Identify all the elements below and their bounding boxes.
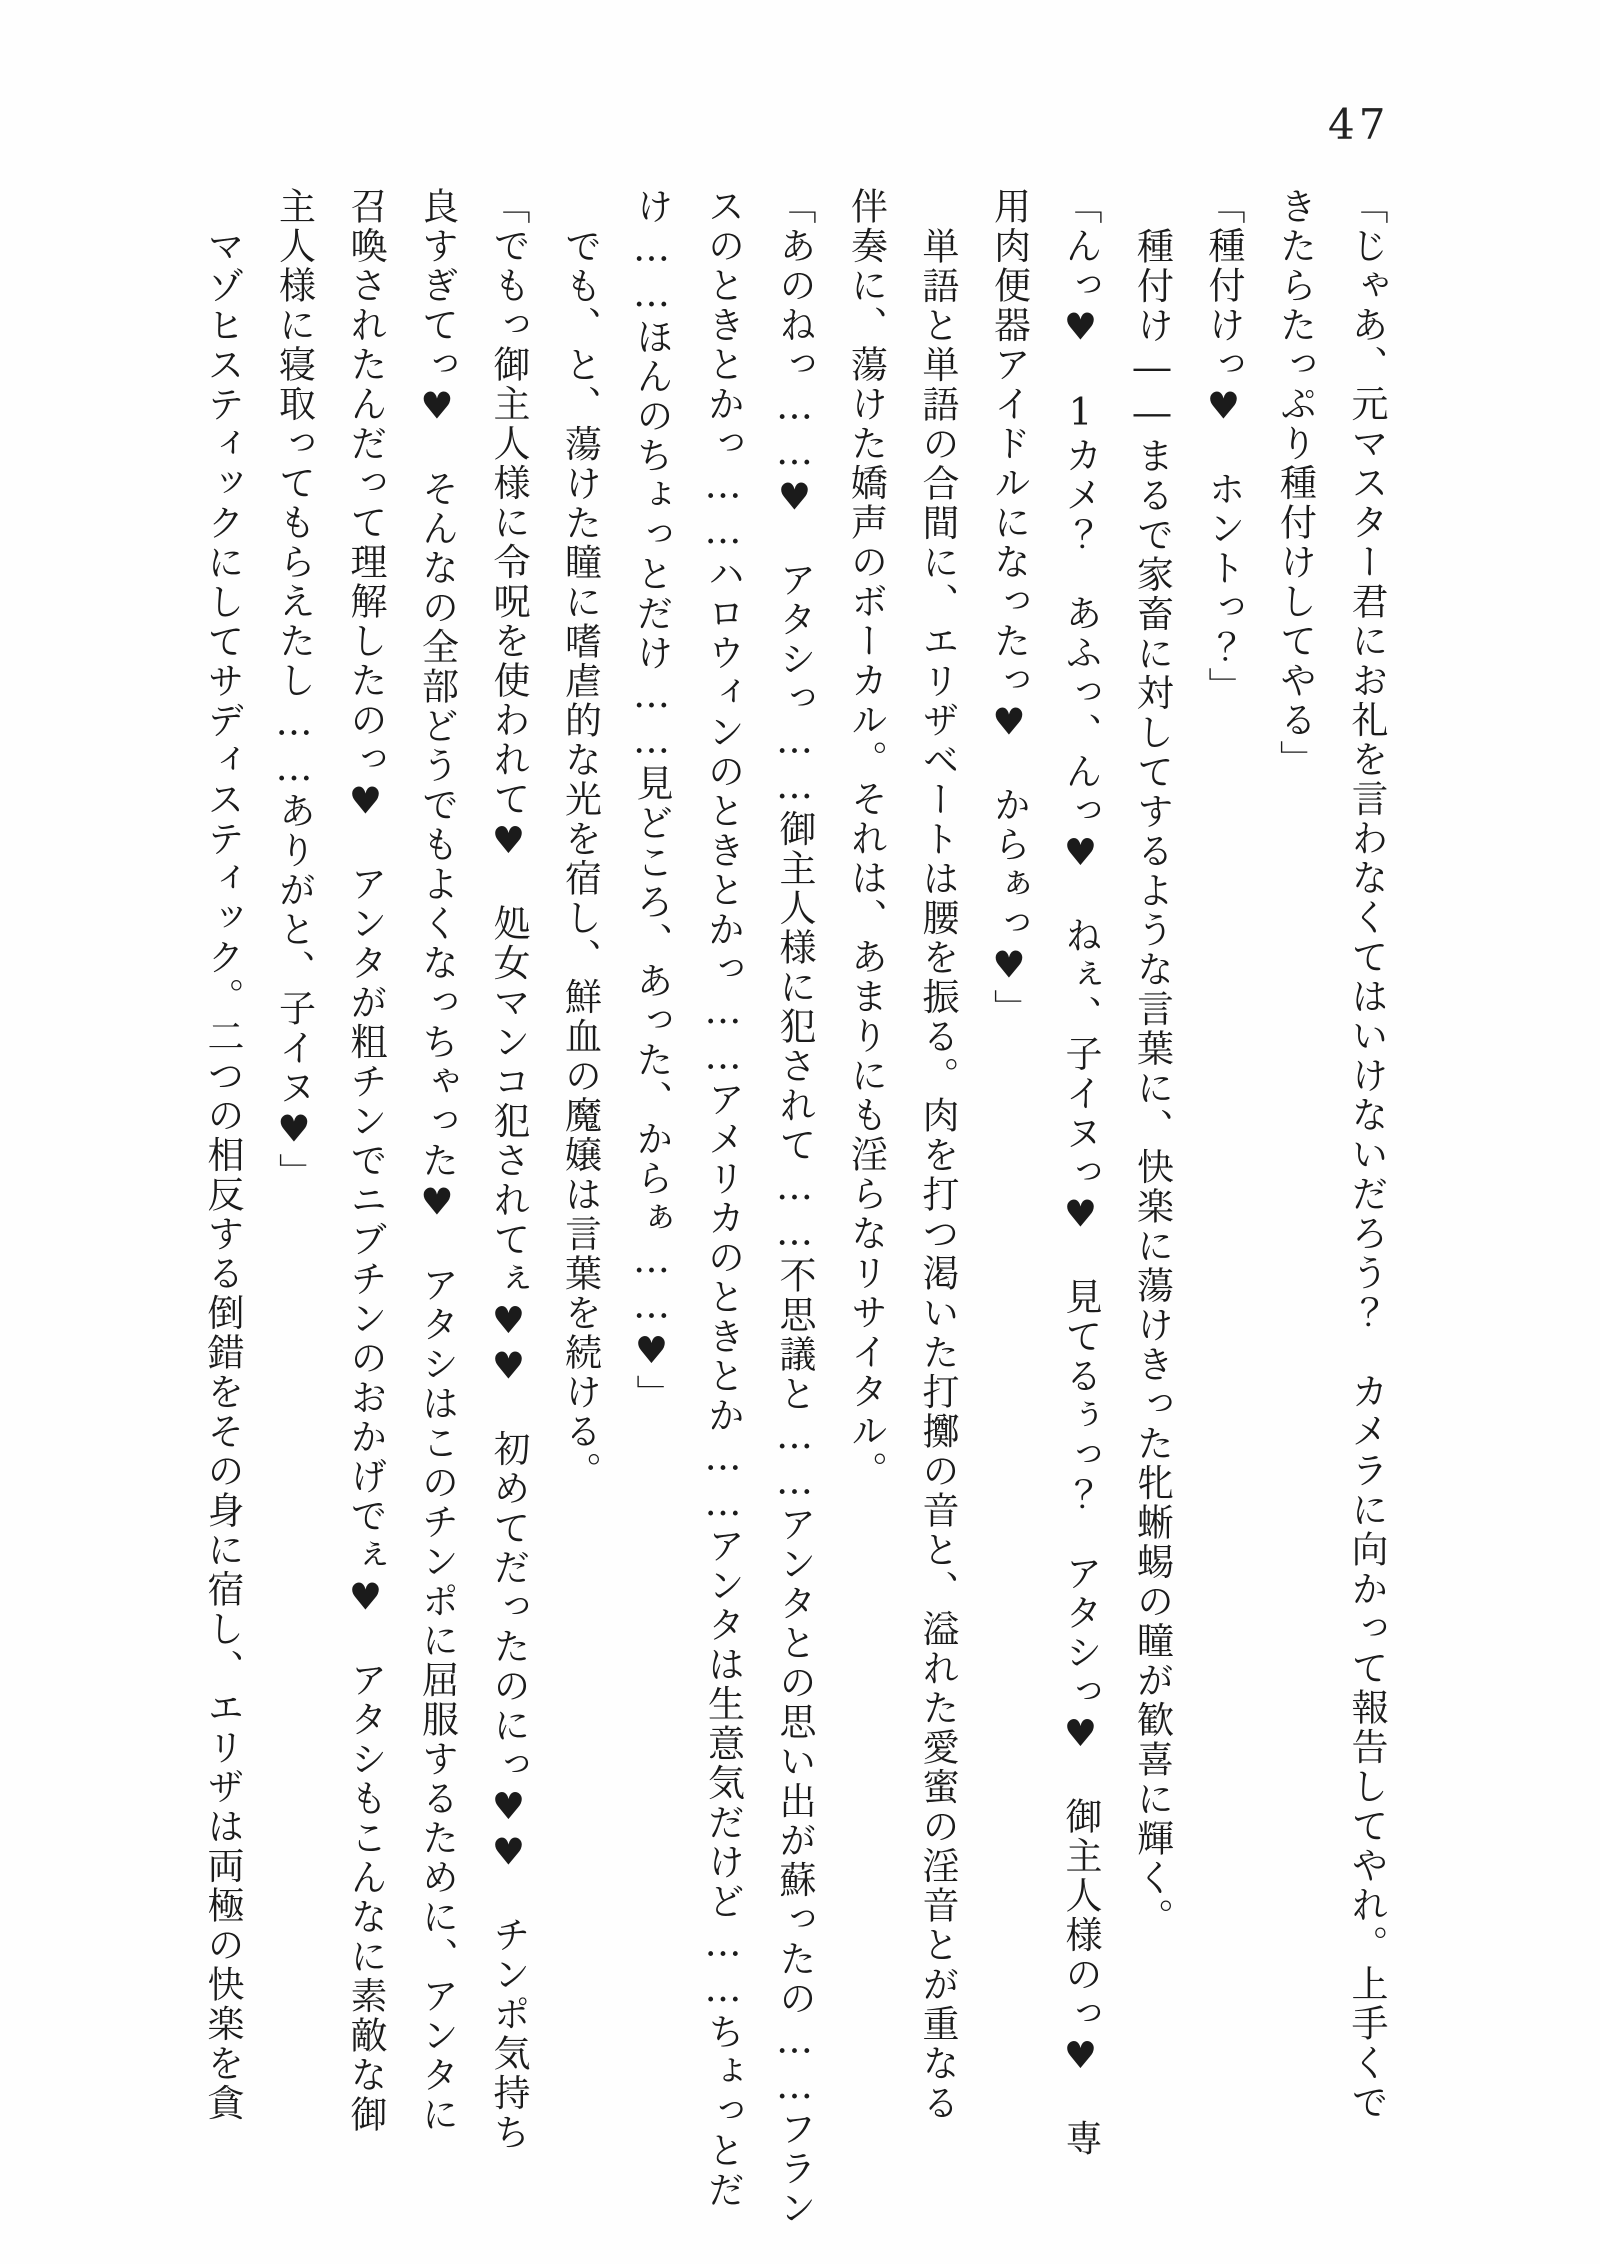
text-column: スのときとかっ……ハロウィンのときとかっ……アメリカのときとか……アンタは生意気だけど……ちょっとだ: [701, 187, 745, 2210]
text-column: 種付け――まるで家畜に対してするような言葉に、快楽に蕩けきった牝蜥蜴の瞳が歓喜に輝く。: [1130, 226, 1174, 1937]
text-column: 「あのねっ……♥ アタシっ……御主人様に犯されて……不思議と……アンタとの思い出が蘇ったの……フラン: [773, 187, 816, 2228]
text-column: 用肉便器アイドルになったっ♥ からぁっ♥」: [987, 187, 1031, 1029]
text-column: 召喚されたんだって理解したのっ♥ アンタが粗チンでニブチンのおかげでぇ♥ アタシもこんなに素敵な御: [344, 187, 387, 2135]
text-column: 「種付けっ♥ ホントっ？」: [1202, 187, 1245, 707]
text-column: 良すぎてっ♥ そんなの全部どうでもよくなっちゃった♥ アタシはこのチンポに屈服するために、アンタに: [415, 187, 459, 2135]
text-column: け……ほんのちょっとだけ……見どころ、あった、からぁ……♥」: [630, 187, 673, 1414]
page-number: 47: [1328, 100, 1390, 149]
text-column: でも、と、蕩けた瞳に嗜虐的な光を宿し、鮮血の魔嬢は言葉を続ける。: [558, 226, 602, 1491]
text-column: 主人様に寝取ってもらえたし……ありがと、子イヌ♥」: [272, 187, 316, 1193]
text-column: 「んっ♥ 1カメ？ あふっ、んっ♥ ねぇ、子イヌっ♥ 見てるぅっ？ アタシっ♥ 御主人様のっ♥ 専: [1059, 187, 1102, 2159]
text-column: 「でもっ御主人様に令呪を使われて♥ 処女マンコ犯されてぇ♥♥ 初めてだったのにっ♥♥ チンポ気持ち: [487, 187, 530, 2153]
text-column: 単語と単語の合間に、エリザベートは腰を振る。肉を打つ渇いた打擲の音と、溢れた愛蜜の淫音とが重なる: [916, 226, 959, 2123]
text-column: 伴奏に、蕩けた嬌声のボーカル。それは、あまりにも淫らなリサイタル。: [844, 187, 888, 1491]
text-block: [187, 187, 1403, 2228]
text-column: きたらたっぷり種付けしてやる」: [1273, 187, 1317, 780]
text-column: マゾヒスティックにしてサディスティック。二つの相反する倒錯をその身に宿し、エリザは両極の快楽を貪: [201, 226, 244, 2123]
text-column: 「じゃあ、元マスター君にお礼を言わなくてはいけないだろう？ カメラに向かって報告してやれ。上手くで: [1345, 187, 1388, 2123]
